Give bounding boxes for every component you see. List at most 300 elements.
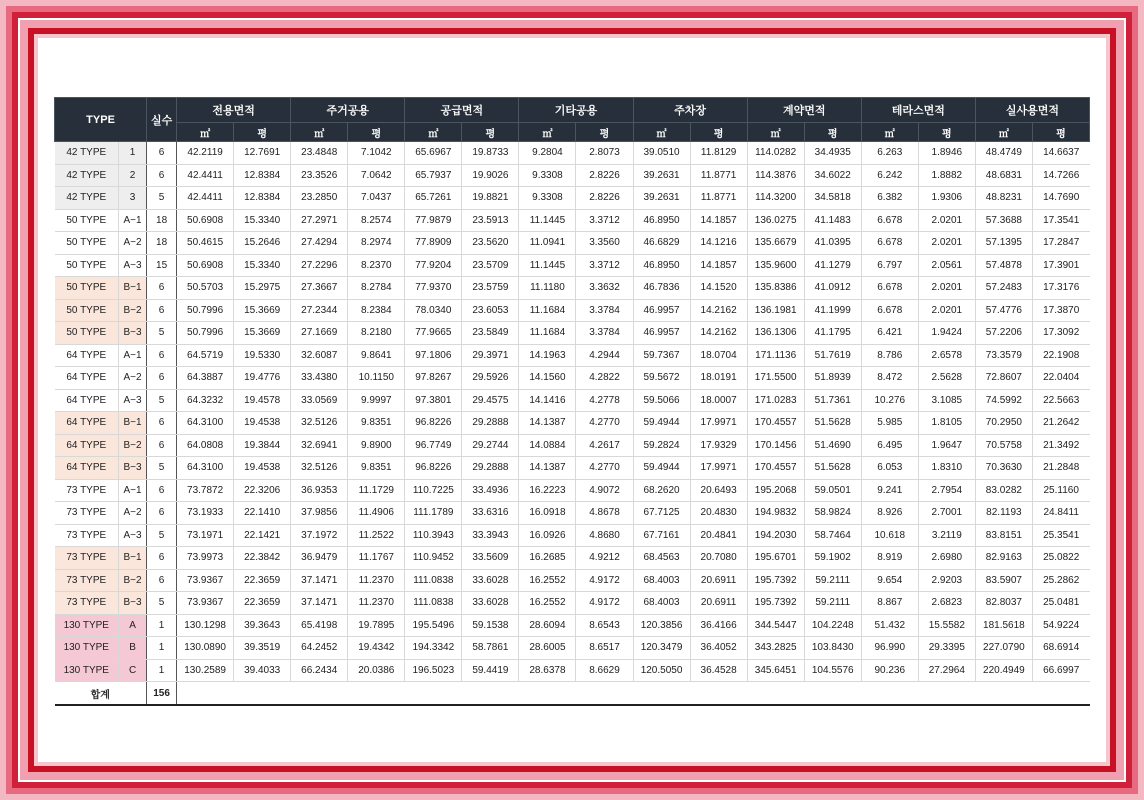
header-unit-pyeong: 평 xyxy=(1032,123,1089,142)
header-group: 실사용면적 xyxy=(975,98,1089,123)
table-row xyxy=(55,164,1090,187)
row-value: 111.1789 xyxy=(405,502,462,525)
row-value: 9.8641 xyxy=(348,344,405,367)
row-value: 11.2370 xyxy=(348,569,405,592)
row-value: 29.2888 xyxy=(462,412,519,435)
row-value: 19.5330 xyxy=(234,344,291,367)
row-value: 9.241 xyxy=(861,479,918,502)
header-unit-sqm: ㎡ xyxy=(633,123,690,142)
row-value: 11.1684 xyxy=(519,299,576,322)
row-value: 10.1150 xyxy=(348,367,405,390)
table-row xyxy=(55,614,1090,637)
row-value: 18.0191 xyxy=(690,367,747,390)
header-unit-sqm: ㎡ xyxy=(747,123,804,142)
row-count: 1 xyxy=(147,637,177,660)
row-value: 29.5926 xyxy=(462,367,519,390)
row-value: 343.2825 xyxy=(747,637,804,660)
row-subtype: 2 xyxy=(119,164,147,187)
table-row xyxy=(55,277,1090,300)
table-row xyxy=(55,389,1090,412)
row-count: 6 xyxy=(147,299,177,322)
row-value: 3.1085 xyxy=(918,389,975,412)
row-value: 2.9203 xyxy=(918,569,975,592)
row-value: 50.7996 xyxy=(177,299,234,322)
row-value: 36.9353 xyxy=(291,479,348,502)
row-value: 33.5609 xyxy=(462,547,519,570)
row-subtype: B−1 xyxy=(119,412,147,435)
row-count: 5 xyxy=(147,389,177,412)
row-count: 6 xyxy=(147,569,177,592)
header-group: 전용면적 xyxy=(177,98,291,123)
row-value: 77.9370 xyxy=(405,277,462,300)
row-value: 65.7261 xyxy=(405,187,462,210)
row-subtype: B−2 xyxy=(119,434,147,457)
row-value: 110.3943 xyxy=(405,524,462,547)
header-unit-sqm: ㎡ xyxy=(177,123,234,142)
row-value: 171.5500 xyxy=(747,367,804,390)
row-type: 50 TYPE xyxy=(55,277,119,300)
row-value: 3.3632 xyxy=(576,277,633,300)
row-subtype: B−1 xyxy=(119,547,147,570)
row-value: 14.1387 xyxy=(519,457,576,480)
header-unit-sqm: ㎡ xyxy=(519,123,576,142)
header-group: 테라스면적 xyxy=(861,98,975,123)
row-value: 20.6493 xyxy=(690,479,747,502)
row-value: 50.7996 xyxy=(177,322,234,345)
header-unit-pyeong: 평 xyxy=(918,123,975,142)
row-value: 46.8950 xyxy=(633,209,690,232)
row-value: 66.2434 xyxy=(291,659,348,682)
row-value: 2.0201 xyxy=(918,277,975,300)
row-value: 194.2030 xyxy=(747,524,804,547)
row-value: 11.4906 xyxy=(348,502,405,525)
row-value: 4.2770 xyxy=(576,412,633,435)
row-value: 68.4003 xyxy=(633,569,690,592)
row-value: 73.9367 xyxy=(177,569,234,592)
row-value: 41.0395 xyxy=(804,232,861,255)
row-count: 1 xyxy=(147,614,177,637)
row-value: 41.1999 xyxy=(804,299,861,322)
row-value: 28.6094 xyxy=(519,614,576,637)
row-type: 130 TYPE xyxy=(55,614,119,637)
row-value: 41.1279 xyxy=(804,254,861,277)
row-value: 7.1042 xyxy=(348,142,405,165)
row-value: 6.678 xyxy=(861,232,918,255)
row-value: 42.2119 xyxy=(177,142,234,165)
row-value: 42.4411 xyxy=(177,187,234,210)
row-count: 6 xyxy=(147,344,177,367)
row-value: 83.5907 xyxy=(975,569,1032,592)
total-label: 합계 xyxy=(55,682,147,706)
row-value: 67.7125 xyxy=(633,502,690,525)
row-value: 12.8384 xyxy=(234,164,291,187)
row-value: 32.5126 xyxy=(291,457,348,480)
row-value: 59.5066 xyxy=(633,389,690,412)
row-value: 16.2552 xyxy=(519,592,576,615)
row-value: 20.6911 xyxy=(690,592,747,615)
row-value: 7.0437 xyxy=(348,187,405,210)
row-value: 9.3308 xyxy=(519,164,576,187)
table-row xyxy=(55,254,1090,277)
table-row xyxy=(55,187,1090,210)
row-value: 130.1298 xyxy=(177,614,234,637)
row-type: 73 TYPE xyxy=(55,569,119,592)
row-value: 46.9957 xyxy=(633,322,690,345)
row-value: 17.3176 xyxy=(1032,277,1089,300)
row-value: 57.2483 xyxy=(975,277,1032,300)
row-value: 2.8226 xyxy=(576,164,633,187)
row-value: 16.2223 xyxy=(519,479,576,502)
row-value: 27.2344 xyxy=(291,299,348,322)
row-value: 50.5703 xyxy=(177,277,234,300)
table-row xyxy=(55,592,1090,615)
row-value: 19.9026 xyxy=(462,164,519,187)
row-count: 6 xyxy=(147,479,177,502)
row-type: 73 TYPE xyxy=(55,524,119,547)
row-subtype: B−3 xyxy=(119,457,147,480)
row-subtype: A−2 xyxy=(119,502,147,525)
row-type: 73 TYPE xyxy=(55,502,119,525)
row-value: 59.4944 xyxy=(633,412,690,435)
row-value: 33.6028 xyxy=(462,592,519,615)
row-value: 21.3492 xyxy=(1032,434,1089,457)
row-value: 29.4575 xyxy=(462,389,519,412)
row-subtype: 3 xyxy=(119,187,147,210)
row-value: 50.6908 xyxy=(177,254,234,277)
row-value: 111.0838 xyxy=(405,569,462,592)
row-value: 51.7361 xyxy=(804,389,861,412)
row-value: 11.1767 xyxy=(348,547,405,570)
table-row xyxy=(55,479,1090,502)
row-value: 8.786 xyxy=(861,344,918,367)
row-value: 2.0201 xyxy=(918,299,975,322)
row-value: 68.2620 xyxy=(633,479,690,502)
row-value: 32.6941 xyxy=(291,434,348,457)
total-spacer xyxy=(177,682,1090,706)
header-unit-pyeong: 평 xyxy=(462,123,519,142)
row-value: 194.3342 xyxy=(405,637,462,660)
row-value: 39.2631 xyxy=(633,187,690,210)
row-value: 22.3659 xyxy=(234,592,291,615)
row-value: 15.2975 xyxy=(234,277,291,300)
row-value: 82.8037 xyxy=(975,592,1032,615)
row-value: 3.3712 xyxy=(576,209,633,232)
row-value: 57.4878 xyxy=(975,254,1032,277)
row-subtype: B−3 xyxy=(119,592,147,615)
row-value: 16.2685 xyxy=(519,547,576,570)
row-value: 8.2574 xyxy=(348,209,405,232)
row-value: 48.4749 xyxy=(975,142,1032,165)
row-value: 64.3232 xyxy=(177,389,234,412)
row-type: 42 TYPE xyxy=(55,187,119,210)
row-value: 74.5992 xyxy=(975,389,1032,412)
row-value: 120.3479 xyxy=(633,637,690,660)
row-value: 25.0822 xyxy=(1032,547,1089,570)
row-value: 8.926 xyxy=(861,502,918,525)
row-value: 17.3870 xyxy=(1032,299,1089,322)
row-value: 82.1193 xyxy=(975,502,1032,525)
row-count: 6 xyxy=(147,412,177,435)
row-value: 8.867 xyxy=(861,592,918,615)
row-value: 104.5576 xyxy=(804,659,861,682)
row-value: 34.6022 xyxy=(804,164,861,187)
row-value: 59.0501 xyxy=(804,479,861,502)
row-value: 3.3712 xyxy=(576,254,633,277)
row-value: 6.421 xyxy=(861,322,918,345)
table-row xyxy=(55,299,1090,322)
row-value: 11.1729 xyxy=(348,479,405,502)
row-value: 11.2370 xyxy=(348,592,405,615)
row-value: 8.6629 xyxy=(576,659,633,682)
row-value: 12.7691 xyxy=(234,142,291,165)
row-value: 39.3519 xyxy=(234,637,291,660)
row-value: 14.1857 xyxy=(690,254,747,277)
row-value: 17.9971 xyxy=(690,412,747,435)
row-value: 136.1981 xyxy=(747,299,804,322)
row-value: 19.3844 xyxy=(234,434,291,457)
row-value: 17.3541 xyxy=(1032,209,1089,232)
header-group: 주거공용 xyxy=(291,98,405,123)
row-value: 5.985 xyxy=(861,412,918,435)
row-value: 65.6967 xyxy=(405,142,462,165)
row-value: 64.5719 xyxy=(177,344,234,367)
row-value: 39.0510 xyxy=(633,142,690,165)
row-value: 59.5672 xyxy=(633,367,690,390)
row-value: 59.2824 xyxy=(633,434,690,457)
row-value: 46.6829 xyxy=(633,232,690,255)
row-value: 14.1216 xyxy=(690,232,747,255)
row-value: 57.4776 xyxy=(975,299,1032,322)
row-value: 41.0912 xyxy=(804,277,861,300)
table-body xyxy=(55,142,1090,682)
row-value: 33.6028 xyxy=(462,569,519,592)
header-unit-sqm: ㎡ xyxy=(405,123,462,142)
row-type: 64 TYPE xyxy=(55,344,119,367)
row-value: 21.2642 xyxy=(1032,412,1089,435)
row-value: 14.2162 xyxy=(690,322,747,345)
row-value: 66.6997 xyxy=(1032,659,1089,682)
row-value: 68.6914 xyxy=(1032,637,1089,660)
row-value: 23.5620 xyxy=(462,232,519,255)
row-value: 23.3526 xyxy=(291,164,348,187)
row-value: 59.4944 xyxy=(633,457,690,480)
row-value: 6.263 xyxy=(861,142,918,165)
row-count: 5 xyxy=(147,322,177,345)
row-value: 46.8950 xyxy=(633,254,690,277)
header-unit-pyeong: 평 xyxy=(348,123,405,142)
row-value: 2.0201 xyxy=(918,209,975,232)
row-value: 11.1445 xyxy=(519,254,576,277)
header-unit-pyeong: 평 xyxy=(804,123,861,142)
row-value: 17.2847 xyxy=(1032,232,1089,255)
row-value: 77.9204 xyxy=(405,254,462,277)
header-group: 주차장 xyxy=(633,98,747,123)
row-count: 18 xyxy=(147,209,177,232)
row-value: 48.6831 xyxy=(975,164,1032,187)
row-value: 2.0201 xyxy=(918,232,975,255)
row-value: 110.9452 xyxy=(405,547,462,570)
row-value: 48.8231 xyxy=(975,187,1032,210)
row-value: 97.8267 xyxy=(405,367,462,390)
row-value: 114.0282 xyxy=(747,142,804,165)
row-value: 58.7861 xyxy=(462,637,519,660)
row-value: 70.2950 xyxy=(975,412,1032,435)
row-value: 59.7367 xyxy=(633,344,690,367)
row-type: 50 TYPE xyxy=(55,209,119,232)
row-value: 111.0838 xyxy=(405,592,462,615)
row-value: 11.1445 xyxy=(519,209,576,232)
row-value: 14.2162 xyxy=(690,299,747,322)
table-row xyxy=(55,232,1090,255)
row-value: 8.6517 xyxy=(576,637,633,660)
row-value: 4.9212 xyxy=(576,547,633,570)
table-row xyxy=(55,524,1090,547)
row-value: 20.7080 xyxy=(690,547,747,570)
row-value: 20.6911 xyxy=(690,569,747,592)
row-value: 16.2552 xyxy=(519,569,576,592)
row-count: 5 xyxy=(147,187,177,210)
table-row xyxy=(55,344,1090,367)
row-value: 59.2111 xyxy=(804,569,861,592)
row-value: 130.0890 xyxy=(177,637,234,660)
row-value: 78.0340 xyxy=(405,299,462,322)
row-value: 32.5126 xyxy=(291,412,348,435)
row-value: 10.276 xyxy=(861,389,918,412)
row-value: 195.7392 xyxy=(747,592,804,615)
row-value: 36.4528 xyxy=(690,659,747,682)
row-value: 41.1795 xyxy=(804,322,861,345)
row-value: 22.3206 xyxy=(234,479,291,502)
row-type: 50 TYPE xyxy=(55,254,119,277)
row-value: 11.1180 xyxy=(519,277,576,300)
row-value: 22.1410 xyxy=(234,502,291,525)
row-value: 195.6701 xyxy=(747,547,804,570)
row-value: 24.8411 xyxy=(1032,502,1089,525)
row-value: 32.6087 xyxy=(291,344,348,367)
row-value: 7.0642 xyxy=(348,164,405,187)
row-value: 171.0283 xyxy=(747,389,804,412)
row-count: 5 xyxy=(147,524,177,547)
row-subtype: A−2 xyxy=(119,232,147,255)
row-value: 1.9306 xyxy=(918,187,975,210)
row-value: 6.053 xyxy=(861,457,918,480)
row-value: 181.5618 xyxy=(975,614,1032,637)
header-unit-pyeong: 평 xyxy=(234,123,291,142)
row-count: 18 xyxy=(147,232,177,255)
row-value: 14.7690 xyxy=(1032,187,1089,210)
row-value: 8.2370 xyxy=(348,254,405,277)
row-value: 57.2206 xyxy=(975,322,1032,345)
row-count: 6 xyxy=(147,164,177,187)
row-value: 97.1806 xyxy=(405,344,462,367)
row-value: 104.2248 xyxy=(804,614,861,637)
row-value: 1.9647 xyxy=(918,434,975,457)
row-value: 72.8607 xyxy=(975,367,1032,390)
row-value: 103.8430 xyxy=(804,637,861,660)
row-value: 25.2862 xyxy=(1032,569,1089,592)
row-count: 6 xyxy=(147,502,177,525)
row-value: 220.4949 xyxy=(975,659,1032,682)
row-value: 36.4052 xyxy=(690,637,747,660)
row-value: 59.1902 xyxy=(804,547,861,570)
row-value: 51.7619 xyxy=(804,344,861,367)
row-value: 170.4557 xyxy=(747,412,804,435)
row-value: 195.7392 xyxy=(747,569,804,592)
row-value: 12.8384 xyxy=(234,187,291,210)
row-value: 14.1416 xyxy=(519,389,576,412)
row-value: 171.1136 xyxy=(747,344,804,367)
row-value: 46.9957 xyxy=(633,299,690,322)
row-value: 59.1538 xyxy=(462,614,519,637)
row-value: 15.5582 xyxy=(918,614,975,637)
row-value: 194.9832 xyxy=(747,502,804,525)
row-value: 9.3308 xyxy=(519,187,576,210)
row-value: 23.5849 xyxy=(462,322,519,345)
row-value: 37.1471 xyxy=(291,592,348,615)
row-value: 23.5913 xyxy=(462,209,519,232)
row-value: 67.7161 xyxy=(633,524,690,547)
row-value: 344.5447 xyxy=(747,614,804,637)
row-value: 39.4033 xyxy=(234,659,291,682)
row-value: 19.8821 xyxy=(462,187,519,210)
row-value: 27.2971 xyxy=(291,209,348,232)
row-subtype: A−3 xyxy=(119,254,147,277)
row-value: 77.8909 xyxy=(405,232,462,255)
header-unit-sqm: ㎡ xyxy=(975,123,1032,142)
row-value: 14.6637 xyxy=(1032,142,1089,165)
row-value: 17.9329 xyxy=(690,434,747,457)
row-count: 5 xyxy=(147,457,177,480)
row-value: 2.5628 xyxy=(918,367,975,390)
row-value: 64.3887 xyxy=(177,367,234,390)
row-value: 39.2631 xyxy=(633,164,690,187)
row-type: 73 TYPE xyxy=(55,592,119,615)
row-value: 57.1395 xyxy=(975,232,1032,255)
header-unit-sqm: ㎡ xyxy=(291,123,348,142)
row-value: 77.9879 xyxy=(405,209,462,232)
row-value: 110.7225 xyxy=(405,479,462,502)
row-type: 64 TYPE xyxy=(55,434,119,457)
row-value: 2.7954 xyxy=(918,479,975,502)
row-value: 11.2522 xyxy=(348,524,405,547)
row-type: 64 TYPE xyxy=(55,412,119,435)
table-row xyxy=(55,637,1090,660)
header-type: TYPE xyxy=(55,98,147,142)
row-subtype: A−2 xyxy=(119,367,147,390)
row-value: 14.1560 xyxy=(519,367,576,390)
row-value: 6.242 xyxy=(861,164,918,187)
row-value: 8.2384 xyxy=(348,299,405,322)
row-subtype: A−1 xyxy=(119,209,147,232)
row-value: 58.7464 xyxy=(804,524,861,547)
row-value: 19.4538 xyxy=(234,457,291,480)
row-value: 23.2850 xyxy=(291,187,348,210)
row-value: 22.0404 xyxy=(1032,367,1089,390)
row-value: 73.1971 xyxy=(177,524,234,547)
row-value: 136.0275 xyxy=(747,209,804,232)
row-value: 22.1908 xyxy=(1032,344,1089,367)
row-value: 195.2068 xyxy=(747,479,804,502)
row-value: 68.4563 xyxy=(633,547,690,570)
row-type: 42 TYPE xyxy=(55,142,119,165)
table-row xyxy=(55,434,1090,457)
row-value: 19.4776 xyxy=(234,367,291,390)
row-value: 2.6578 xyxy=(918,344,975,367)
row-value: 4.8680 xyxy=(576,524,633,547)
row-value: 11.8771 xyxy=(690,164,747,187)
row-value: 3.3784 xyxy=(576,322,633,345)
row-value: 37.1972 xyxy=(291,524,348,547)
